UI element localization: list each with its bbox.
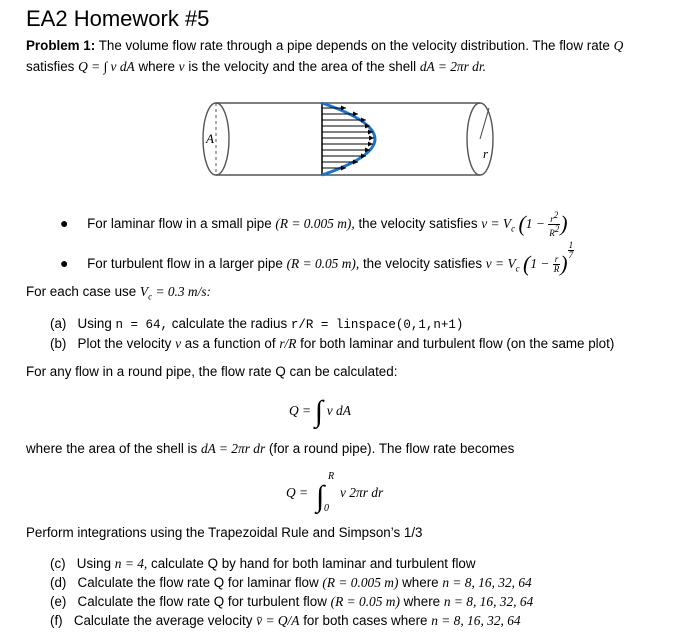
- part-e-eq: (R = 0.05 m): [330, 594, 400, 609]
- integral-sign: ∫: [316, 480, 325, 513]
- part-d-eq: (R = 0.005 m): [322, 575, 399, 590]
- part-e-label: (e): [50, 594, 67, 609]
- any-flow-line: For any flow in a round pipe, the flow rate Q can be calculated:: [26, 364, 398, 379]
- part-b-text-2: as a function of: [184, 336, 276, 351]
- part-c-label: (c): [50, 556, 66, 571]
- turbulent-text: For turbulent flow in a larger pipe: [87, 256, 283, 271]
- eq2-rhs: v 2πr dr: [340, 485, 384, 500]
- problem-text-2a: satisfies: [26, 59, 75, 74]
- label-r: r: [483, 146, 489, 161]
- shell-eq: dA = 2πr dr: [200, 441, 266, 456]
- turbulent-condition: (R = 0.05 m),: [286, 256, 360, 271]
- part-d: [50, 575, 532, 591]
- laminar-text: For laminar flow in a small pipe: [87, 216, 272, 231]
- part-f-eq-2: n = 8, 16, 32, 64: [431, 613, 521, 628]
- part-a-code-1: n = 64,: [115, 318, 169, 332]
- bullet-turbulent: [60, 241, 574, 277]
- lower-limit: 0: [324, 503, 329, 514]
- velocity-symbol: v: [178, 59, 185, 74]
- pipe-diagram: [198, 94, 498, 184]
- problem-line-1: [26, 38, 623, 54]
- part-f-label: (f): [50, 613, 63, 628]
- problem-text-2b: where: [138, 59, 175, 74]
- part-b-ratio: r/R: [279, 336, 297, 351]
- part-a-text-1: Using: [77, 316, 112, 331]
- part-b-velocity-symbol: v: [175, 336, 182, 351]
- eq1-rhs: v dA: [326, 403, 351, 418]
- problem-text-1: The volume flow rate through a pipe depends on the velocity distribution. The flow rate: [98, 38, 610, 53]
- turbulent-equation: $v = V_c$ (1 − $\frac{r}{R}$ ) $\frac{1}{7}$: [485, 240, 574, 276]
- part-b-text-1: Plot the velocity: [77, 336, 172, 351]
- velocity-profile: [322, 103, 375, 175]
- part-e-eq-2: n = 8, 16, 32, 64: [443, 594, 534, 609]
- part-a-text-2: calculate the radius: [171, 316, 288, 331]
- part-e: [50, 594, 533, 610]
- shell-text-1: where the area of the shell is: [26, 441, 198, 456]
- each-case-text: For each case use: [26, 284, 137, 299]
- upper-limit: R: [328, 471, 335, 482]
- flow-integral-eq: [289, 395, 351, 428]
- turbulent-text-2: the velocity satisfies: [362, 256, 483, 271]
- each-case-line: For each case use $V_c = 0.3$ m/s:: [26, 284, 211, 302]
- problem-text-2c: is the velocity and the area of the shell: [188, 59, 417, 74]
- part-b: [50, 336, 614, 352]
- part-d-text-1: Calculate the flow rate Q for laminar flow: [77, 575, 319, 590]
- part-d-text-2: where: [402, 575, 439, 590]
- part-c-text-2: calculate Q by hand for both laminar and turbulent flow: [151, 556, 476, 571]
- bullet-dot: ●: [60, 215, 69, 231]
- label-A: A: [206, 131, 214, 146]
- page-title: EA2 Homework #5: [26, 6, 210, 31]
- part-e-text-1: Calculate the flow rate Q for turbulent flow: [77, 594, 327, 609]
- integral-sign: ∫: [314, 395, 324, 428]
- part-c-eq: n = 4,: [114, 556, 148, 571]
- flow-integral-inline: Q = ∫ v dA: [78, 59, 135, 74]
- part-a-label: (a): [50, 316, 67, 331]
- laminar-condition: (R = 0.005 m),: [275, 216, 355, 231]
- eq1-lhs: Q =: [289, 403, 312, 418]
- part-b-label: (b): [50, 336, 67, 351]
- problem-label: Problem 1:: [26, 38, 96, 53]
- vc-value: = 0.3 m/s:: [155, 284, 211, 299]
- bullet-laminar: [60, 211, 568, 238]
- shell-area-eq: dA = 2πr dr.: [419, 59, 486, 74]
- eq2-lhs: Q =: [286, 485, 309, 500]
- laminar-text-2: the velocity satisfies: [358, 216, 478, 231]
- part-f-eq: v̄ = Q/A: [256, 613, 300, 628]
- part-b-text-3: for both laminar and turbulent flow (on the same plot): [300, 336, 615, 351]
- part-e-text-2: where: [403, 594, 441, 609]
- part-a-code-2: r/R = linspace(0,1,n+1): [290, 318, 464, 332]
- part-d-label: (d): [50, 575, 67, 590]
- laminar-equation: $v = V_c$ (1 − $\frac{r^2}{R^2}$ ): [481, 210, 568, 239]
- flow-rate-symbol: Q: [613, 38, 624, 53]
- shell-text-2: (for a round pipe). The flow rate becomes: [268, 441, 515, 456]
- problem-line-2: [26, 59, 486, 75]
- shell-area-line: [26, 441, 514, 457]
- bullet-dot: ●: [60, 255, 69, 271]
- part-f: [50, 613, 521, 629]
- part-f-text-2: for both cases where: [303, 613, 428, 628]
- part-c: [50, 556, 476, 572]
- vc-symbol: V: [139, 284, 149, 299]
- profile-arrows: [322, 108, 374, 168]
- part-f-text-1: Calculate the average velocity: [73, 613, 253, 628]
- part-c-text-1: Using: [76, 556, 112, 571]
- part-d-eq-2: n = 8, 16, 32, 64: [442, 575, 532, 590]
- perform-line: Perform integrations using the Trapezoidal Rule and Simpson’s 1/3: [26, 525, 423, 540]
- radius-line: [480, 108, 489, 139]
- part-a: [50, 316, 463, 332]
